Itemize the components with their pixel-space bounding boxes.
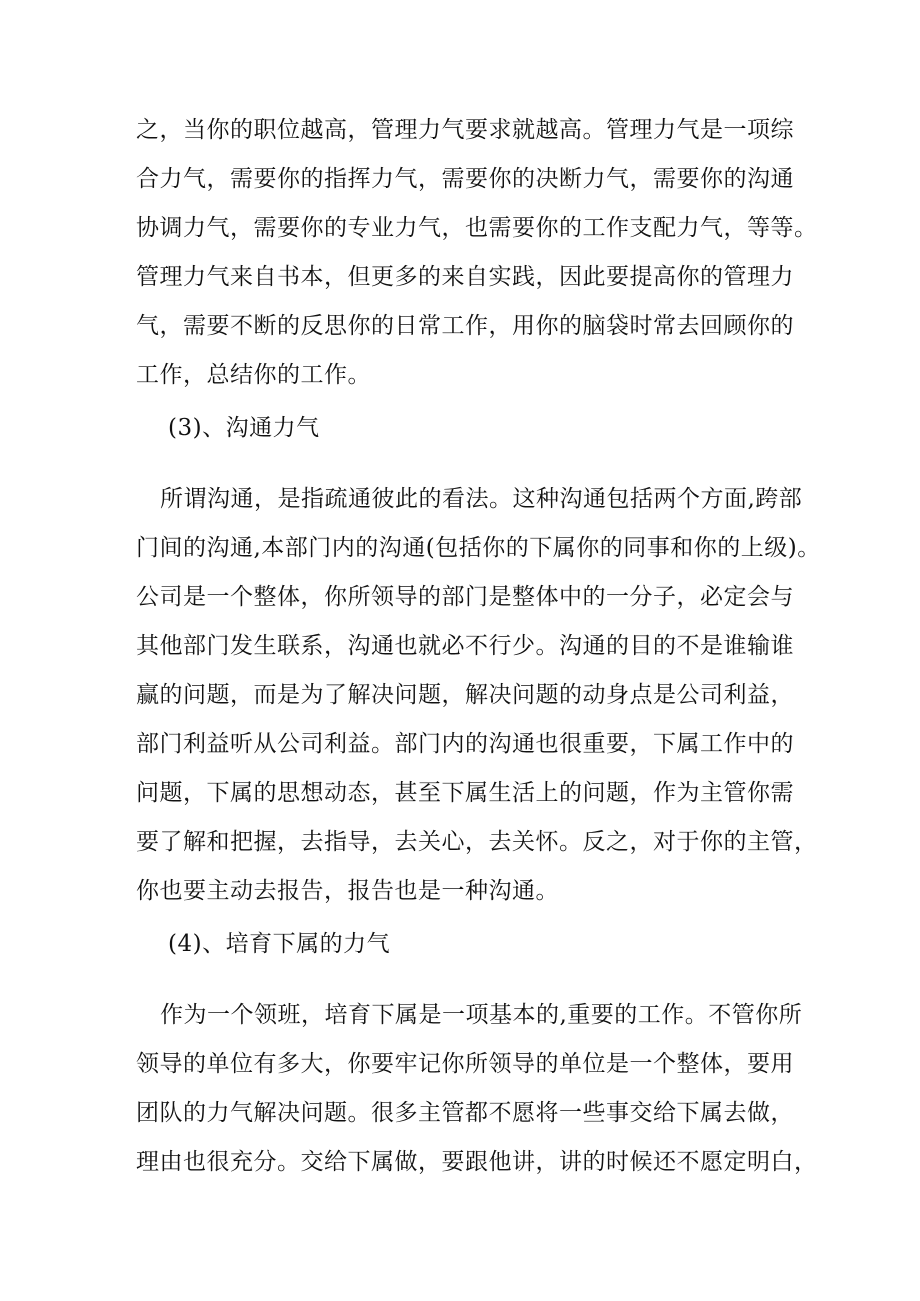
section-heading-communication: (3)、沟通力气	[168, 415, 320, 441]
paragraph-line: 领导的单位有多大，你要牢记你所领导的单位是一个整体，要用	[136, 1051, 794, 1077]
paragraph-line: 合力气，需要你的指挥力气，需要你的决断力气，需要你的沟通	[136, 166, 794, 192]
paragraph-line: 之，当你的职位越高，管理力气要求就越高。管理力气是一项综	[136, 117, 794, 143]
paragraph-line: 管理力气来自书本，但更多的来自实践，因此要提高你的管理力	[136, 264, 794, 290]
paragraph-line: 你也要主动去报告，报告也是一种沟通。	[136, 878, 559, 904]
paragraph-line: 气，需要不断的反思你的日常工作，用你的脑袋时常去回顾你的	[136, 313, 794, 339]
paragraph-line: 要了解和把握，去指导，去关心，去关怀。反之，对于你的主管，	[136, 829, 818, 855]
paragraph-line: 作为一个领班，培育下属是一项基本的,重要的工作。不管你所	[160, 1002, 803, 1028]
paragraph-line: 协调力气，需要你的专业力气，也需要你的工作支配力气，等等。	[136, 215, 818, 241]
paragraph-line: 所谓沟通，是指疏通彼此的看法。这种沟通包括两个方面,跨部	[160, 486, 803, 512]
paragraph-line: 工作，总结你的工作。	[136, 362, 371, 388]
paragraph-line: 门间的沟通,本部门内的沟通(包括你的下属你的同事和你的上级)。	[136, 535, 821, 561]
paragraph-line: 团队的力气解决问题。很多主管都不愿将一些事交给下属去做，	[136, 1100, 794, 1126]
paragraph-line: 部门利益听从公司利益。部门内的沟通也很重要，下属工作中的	[136, 731, 794, 757]
paragraph-line: 公司是一个整体，你所领导的部门是整体中的一分子，必定会与	[136, 584, 794, 610]
paragraph-line: 理由也很充分。交给下属做，要跟他讲，讲的时候还不愿定明白，	[136, 1149, 818, 1175]
section-heading-training: (4)、培育下属的力气	[168, 931, 391, 957]
paragraph-line: 赢的问题，而是为了解决问题，解决问题的动身点是公司利益，	[136, 682, 794, 708]
paragraph-line: 问题，下属的思想动态，甚至下属生活上的问题，作为主管你需	[136, 780, 794, 806]
paragraph-line: 其他部门发生联系，沟通也就必不行少。沟通的目的不是谁输谁	[136, 633, 794, 659]
